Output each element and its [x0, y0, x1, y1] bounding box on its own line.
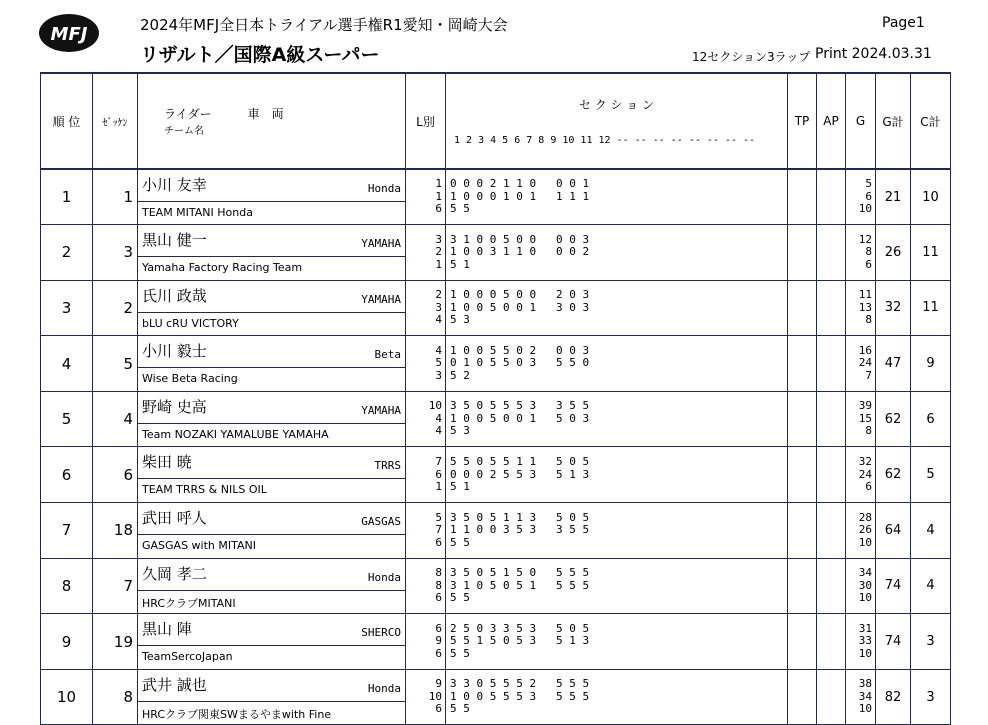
machine-maker: Beta: [374, 348, 401, 362]
col-lap: L別: [406, 73, 446, 169]
rider-cell: [138, 669, 406, 725]
lap-cleans: 3 2 1: [406, 225, 446, 281]
tp-cell: [788, 391, 817, 447]
section-scores: 0 0 0 2 1 1 0 0 0 1 1 0 0 0 1 0 1 1 1 1 5 5: [446, 169, 788, 225]
rider-name: 小川 友幸: [142, 176, 207, 194]
g-cell: 16 24 7: [846, 336, 876, 392]
rank-cell: 1: [41, 169, 93, 225]
rider-cell: [138, 614, 406, 670]
team-name: Team NOZAKI YAMALUBE YAMAHA: [142, 427, 329, 441]
ap-cell: [817, 336, 846, 392]
team-name: Yamaha Factory Racing Team: [142, 261, 303, 275]
table-row: [41, 447, 951, 503]
table-row: [41, 280, 951, 336]
table-row: [41, 225, 951, 281]
c-total-cell: 4: [911, 503, 951, 559]
col-tp: TP: [788, 73, 817, 169]
machine-maker: YAMAHA: [361, 403, 401, 417]
bib-cell: 3: [93, 225, 138, 281]
ap-cell: [817, 280, 846, 336]
c-total-cell: 9: [911, 336, 951, 392]
machine-maker: SHERCO: [361, 626, 401, 640]
g-cell: 5 6 10: [846, 169, 876, 225]
col-rider: [138, 73, 406, 169]
ap-cell: [817, 503, 846, 559]
rider-divider: [138, 312, 405, 313]
bib-cell: 6: [93, 447, 138, 503]
rider-divider: [138, 478, 405, 479]
rank-cell: 6: [41, 447, 93, 503]
lap-cleans: 8 8 6: [406, 558, 446, 614]
g-total-cell: 62: [876, 447, 911, 503]
rider-name: 武井 誠也: [142, 675, 207, 694]
g-total-cell: 74: [876, 614, 911, 670]
table-row: [41, 336, 951, 392]
g-cell: 28 26 10: [846, 503, 876, 559]
c-total-cell: 3: [911, 614, 951, 670]
section-scores: 3 1 0 0 5 0 0 0 0 3 1 0 0 3 1 1 0 0 0 2 5 1: [446, 225, 788, 281]
rank-cell: 10: [41, 669, 93, 725]
lap-cleans: 4 5 3: [406, 336, 446, 392]
rank-cell: 2: [41, 225, 93, 281]
col-sections: [446, 73, 788, 169]
col-g: G: [846, 73, 876, 169]
ap-cell: [817, 169, 846, 225]
section-scores: 3 5 0 5 5 5 3 3 5 5 1 0 0 5 0 0 1 5 0 3 5 3: [446, 391, 788, 447]
col-section-numbers: 1 2 3 4 5 6 7 8 9 10 11 12 -- -- -- -- -- -- -- --: [454, 135, 756, 146]
team-name: TeamSercoJapan: [142, 650, 233, 664]
ap-cell: [817, 669, 846, 725]
rank-cell: 4: [41, 336, 93, 392]
col-team-label: チーム名: [164, 126, 204, 137]
ap-cell: [817, 447, 846, 503]
rider-divider: [138, 367, 405, 368]
ap-cell: [817, 614, 846, 670]
table-row: [41, 558, 951, 614]
g-total-cell: 32: [876, 280, 911, 336]
rider-name: 黒山 陣: [142, 620, 192, 639]
rider-cell: [138, 503, 406, 559]
c-total-cell: 4: [911, 558, 951, 614]
rider-cell: [138, 391, 406, 447]
rider-divider: [138, 423, 405, 424]
rider-divider: [138, 701, 405, 702]
lap-cleans: 9 10 6: [406, 669, 446, 725]
table-row: [41, 391, 951, 447]
c-total-cell: 6: [911, 391, 951, 447]
g-cell: 39 15 8: [846, 391, 876, 447]
rank-cell: 7: [41, 503, 93, 559]
lap-cleans: 1 1 6: [406, 169, 446, 225]
rider-name: 野崎 史高: [142, 397, 207, 416]
tp-cell: [788, 336, 817, 392]
team-name: Wise Beta Racing: [142, 372, 238, 386]
g-cell: 38 34 10: [846, 669, 876, 725]
rider-cell: [138, 169, 406, 225]
machine-maker: Honda: [367, 681, 401, 695]
machine-maker: TRRS: [374, 459, 401, 473]
ap-cell: [817, 225, 846, 281]
ap-cell: [817, 391, 846, 447]
results-table: [40, 72, 951, 725]
page-number: Page1: [882, 15, 925, 31]
g-total-cell: 82: [876, 669, 911, 725]
rider-cell: [138, 336, 406, 392]
section-scores: 3 5 0 5 1 5 0 5 5 5 3 1 0 5 0 5 1 5 5 5 5 5: [446, 558, 788, 614]
tp-cell: [788, 669, 817, 725]
c-total-cell: 3: [911, 669, 951, 725]
rank-cell: 3: [41, 280, 93, 336]
team-name: GASGAS with MITANI: [142, 539, 256, 553]
table-row: [41, 503, 951, 559]
g-total-cell: 62: [876, 391, 911, 447]
g-cell: 12 8 6: [846, 225, 876, 281]
bib-cell: 5: [93, 336, 138, 392]
team-name: TEAM MITANI Honda: [142, 206, 253, 219]
g-cell: 32 24 6: [846, 447, 876, 503]
rank-cell: 9: [41, 614, 93, 670]
lap-cleans: 5 7 6: [406, 503, 446, 559]
print-date: Print 2024.03.31: [815, 46, 932, 62]
table-row: [41, 169, 951, 225]
bib-cell: 1: [93, 169, 138, 225]
rider-name: 柴田 暁: [142, 453, 192, 472]
event-title: 2024年MFJ全日本トライアル選手権R1愛知・岡崎大会: [140, 16, 508, 34]
col-bib: ｾﾞｯｹﾝ: [93, 73, 138, 169]
team-name: HRCクラブMITANI: [142, 596, 236, 610]
lap-cleans: 10 4 4: [406, 391, 446, 447]
rider-name: 黒山 健一: [142, 231, 207, 250]
rider-name: 久岡 孝二: [142, 564, 207, 583]
rider-cell: [138, 558, 406, 614]
rider-divider: [138, 645, 405, 646]
section-scores: 3 3 0 5 5 5 2 5 5 5 1 0 0 5 5 5 3 5 5 5 5 5: [446, 669, 788, 725]
c-total-cell: 11: [911, 280, 951, 336]
machine-maker: YAMAHA: [361, 237, 401, 251]
section-scores: 2 5 0 3 3 5 3 5 0 5 5 5 1 5 0 5 3 5 1 3 5 5: [446, 614, 788, 670]
ap-cell: [817, 558, 846, 614]
result-title: リザルト／国際A級スーパー: [140, 44, 380, 66]
col-g-total: G計: [876, 73, 911, 169]
rider-cell: [138, 447, 406, 503]
table-row: [41, 669, 951, 725]
rank-cell: 5: [41, 391, 93, 447]
table-row: [41, 614, 951, 670]
lap-cleans: 2 3 4: [406, 280, 446, 336]
g-total-cell: 64: [876, 503, 911, 559]
g-total-cell: 26: [876, 225, 911, 281]
tp-cell: [788, 169, 817, 225]
col-section-label: セ ク シ ョ ン: [578, 98, 655, 112]
team-name: bLU cRU VICTORY: [142, 316, 239, 330]
rider-cell: [138, 225, 406, 281]
g-total-cell: 47: [876, 336, 911, 392]
g-total-cell: 74: [876, 558, 911, 614]
g-cell: 31 33 10: [846, 614, 876, 670]
tp-cell: [788, 558, 817, 614]
lap-cleans: 7 6 1: [406, 447, 446, 503]
rider-divider: [138, 201, 405, 202]
col-rider-label: ライダー 車 両: [164, 107, 284, 121]
tp-cell: [788, 447, 817, 503]
col-c-total: C計: [911, 73, 951, 169]
col-ap: AP: [817, 73, 846, 169]
rider-cell: [138, 280, 406, 336]
rider-name: 小川 毅士: [142, 342, 207, 361]
tp-cell: [788, 614, 817, 670]
machine-maker: Honda: [367, 182, 401, 195]
g-total-cell: 21: [876, 169, 911, 225]
rank-cell: 8: [41, 558, 93, 614]
tp-cell: [788, 225, 817, 281]
rider-divider: [138, 590, 405, 591]
machine-maker: Honda: [367, 570, 401, 584]
bib-cell: 2: [93, 280, 138, 336]
section-scores: 1 0 0 5 5 0 2 0 0 3 0 1 0 5 5 0 3 5 5 0 5 2: [446, 336, 788, 392]
machine-maker: YAMAHA: [361, 292, 401, 306]
c-total-cell: 11: [911, 225, 951, 281]
bib-cell: 18: [93, 503, 138, 559]
g-cell: 34 30 10: [846, 558, 876, 614]
rider-divider: [138, 256, 405, 257]
c-total-cell: 10: [911, 169, 951, 225]
col-rank: 順 位: [41, 73, 93, 169]
rider-name: 武田 呼人: [142, 509, 207, 528]
mfj-logo: [38, 13, 100, 53]
g-cell: 11 13 8: [846, 280, 876, 336]
section-scores: 1 0 0 0 5 0 0 2 0 3 1 0 0 5 0 0 1 3 0 3 5 3: [446, 280, 788, 336]
tp-cell: [788, 503, 817, 559]
c-total-cell: 5: [911, 447, 951, 503]
bib-cell: 19: [93, 614, 138, 670]
sections-info: 12セクション3ラップ: [692, 50, 811, 64]
svg-text:MFJ: MFJ: [50, 24, 88, 45]
lap-cleans: 6 9 6: [406, 614, 446, 670]
team-name: HRCクラブ関東SWまるやまwith Fine: [142, 707, 332, 721]
rider-name: 氏川 政哉: [142, 286, 207, 305]
bib-cell: 7: [93, 558, 138, 614]
rider-divider: [138, 534, 405, 535]
section-scores: 5 5 0 5 5 1 1 5 0 5 0 0 0 2 5 5 3 5 1 3 5 1: [446, 447, 788, 503]
tp-cell: [788, 280, 817, 336]
bib-cell: 4: [93, 391, 138, 447]
section-scores: 3 5 0 5 1 1 3 5 0 5 1 1 0 0 3 5 3 3 5 5 5 5: [446, 503, 788, 559]
team-name: TEAM TRRS & NILS OIL: [142, 483, 267, 497]
machine-maker: GASGAS: [361, 515, 401, 529]
bib-cell: 8: [93, 669, 138, 725]
